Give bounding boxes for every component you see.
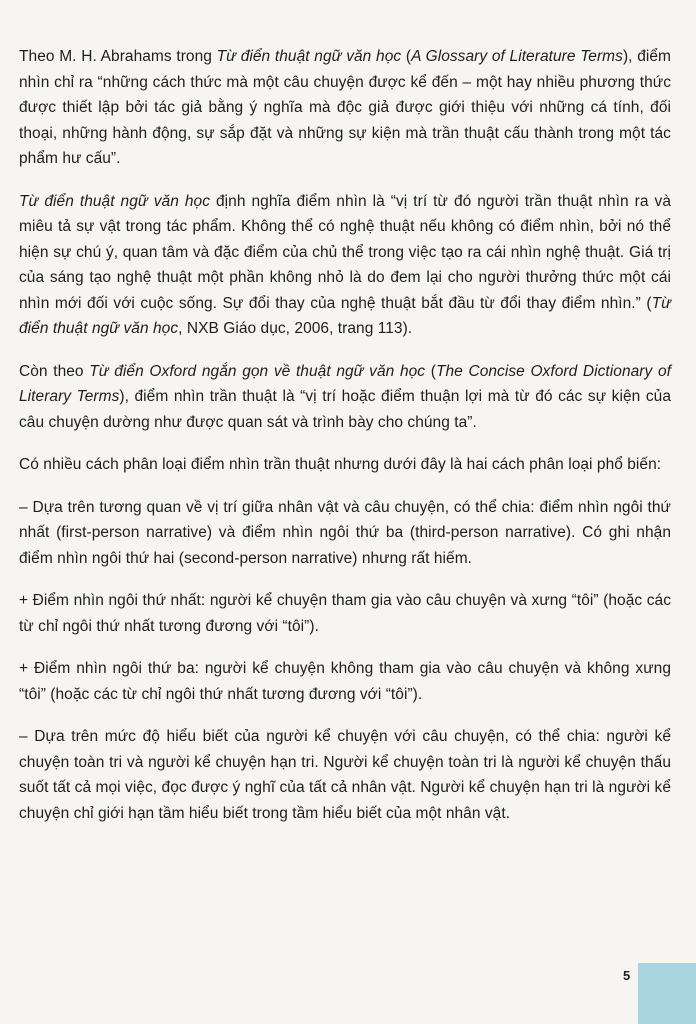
body-text	[19, 44, 671, 843]
paragraph-abrahams-definition: Theo M. H. Abrahams trong Từ điển thuật ngữ văn học (A Glossary of Literature Terms), điểm nhìn chỉ ra “những cách thức mà một câu chuyện được kể đến – một hay nhiều phương thức được thiết lập bởi tác giả bằng ý nghĩa mà độc giả được giới thiệu với những cá tính, đối thoại, những hành động, sự sắp đặt và những sự kiện mà trần thuật cấu thành trong một tác phẩm hư cấu”.	[19, 48, 672, 167]
paragraph-dictionary-definition: Từ điển thuật ngữ văn học định nghĩa điểm nhìn là “vị trí từ đó người trần thuật nhìn ra và miêu tả sự vật trong tác phẩm. Không thể có nghệ thuật nếu không có điểm nhìn, bởi nó thể hiện sự chú ý, quan tâm và đặc điểm của chủ thể trong việc tạo ra cái nhìn nghệ thuật. Giá trị của sáng tạo nghệ thuật một phần không nhỏ là do đem lại cho người thưởng thức một cái nhìn mới đối với cuộc sống. Sự đổi thay của nghệ thuật bắt đầu từ đổi thay điểm nhìn.” (Từ điển thuật ngữ văn học, NXB Giáo dục, 2006, trang 113).	[19, 192, 671, 337]
paragraph-first-person: + Điểm nhìn ngôi thứ nhất: người kể chuyện tham gia vào câu chuyện và xưng “tôi” (hoặc các từ chỉ ngôi thứ nhất tương đương với “tôi”).	[19, 592, 671, 635]
paragraph-classification-by-position: – Dựa trên tương quan về vị trí giữa nhân vật và câu chuyện, có thể chia: điểm nhìn ngôi thứ nhất (first-person narrative) và điểm nhìn ngôi thứ ba (third-person narrative). Có ghi nhận điểm nhìn ngôi thứ hai (second-person narrative) nhưng rất hiếm.	[19, 498, 671, 567]
page-number: 5	[623, 968, 631, 983]
paragraph-third-person: + Điểm nhìn ngôi thứ ba: người kể chuyện không tham gia vào câu chuyện và không xưng “tôi” (hoặc các từ chỉ ngôi thứ nhất tương đương với “tôi”).	[19, 660, 671, 703]
page-number-tab	[638, 963, 696, 1024]
paragraph-classification-by-knowledge: – Dựa trên mức độ hiểu biết của người kể chuyện với câu chuyện, có thể chia: người kể chuyện toàn tri và người kể chuyện hạn tri. Người kể chuyện toàn tri là người kể chuyện thấu suốt tất cả mọi việc, đọc được ý nghĩ của tất cả nhân vật. Người kể chuyện hạn tri là người kể chuyện chỉ giới hạn tầm hiểu biết trong tầm hiểu biết của một nhân vật.	[19, 728, 671, 822]
paragraph-classification-intro: Có nhiều cách phân loại điểm nhìn trần thuật nhưng dưới đây là hai cách phân loại phổ biến:	[19, 456, 662, 473]
paragraph-oxford-definition: Còn theo Từ điển Oxford ngắn gọn về thuật ngữ văn học (The Concise Oxford Dictionary of Literary Terms), điểm nhìn trần thuật là “vị trí hoặc điểm thuận lợi mà từ đó các sự kiện của câu chuyện dường như được quan sát và trình bày cho chúng ta”.	[19, 362, 671, 431]
